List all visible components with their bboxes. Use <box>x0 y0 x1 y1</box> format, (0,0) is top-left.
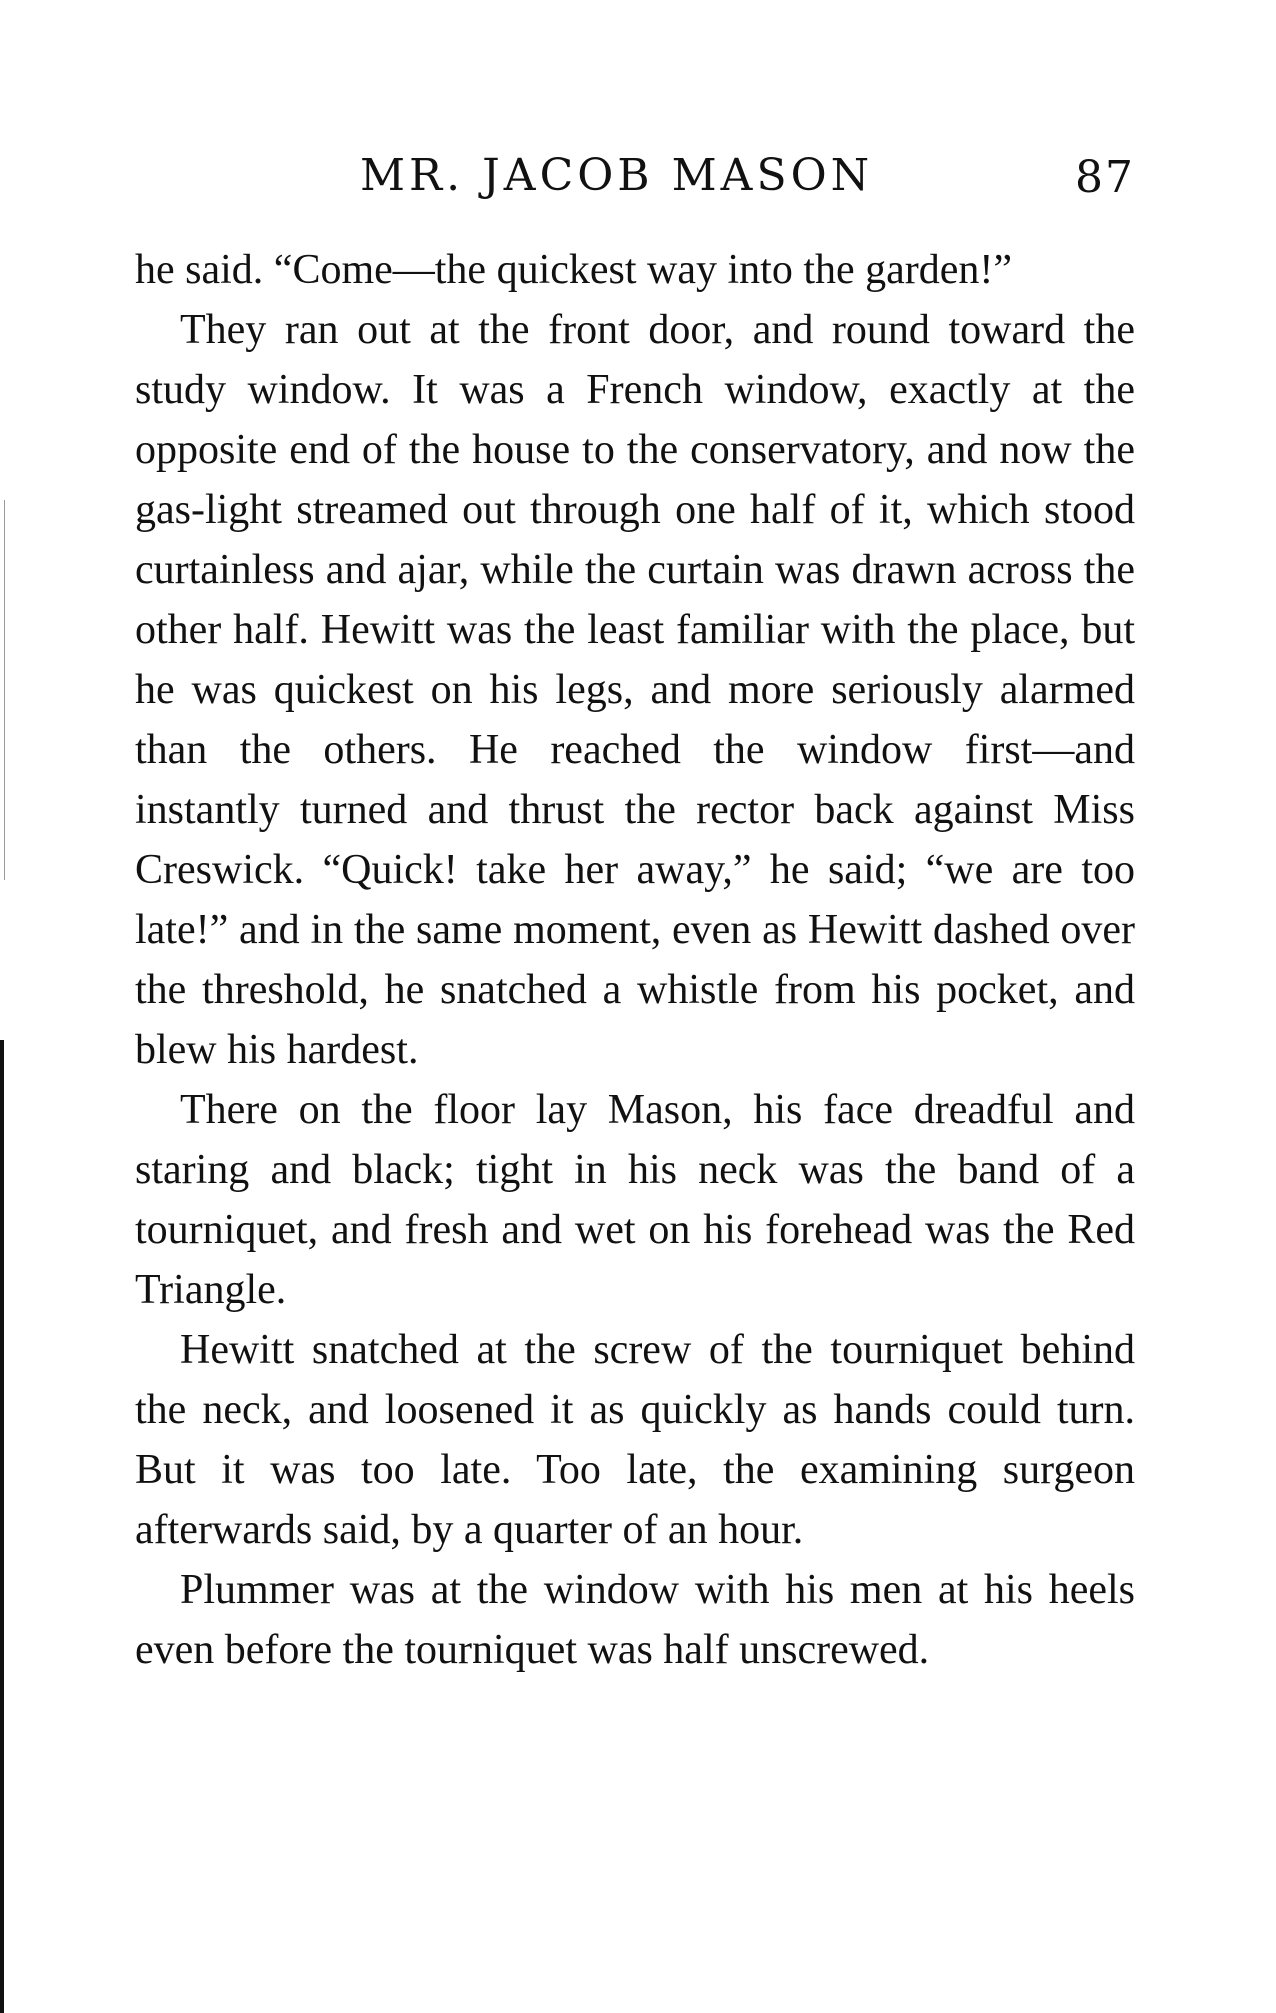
paragraph-study-window: They ran out at the front door, and round toward the study window. It was a French window, exactly at the opposite end of the house to the conservatory, and now the gas-light streamed out through one half of it, which stood curtainless and ajar, while the curtain was drawn across the other half. Hewitt was the least familiar with the place, but he was quickest on his legs, and more seriously alarmed than the others. He reached the window first—and instantly turned and thrust the rector back against Miss Creswick. “Quick! take her away,” he said; “we are too late!” and in the same moment, even as Hewitt dashed over the threshold, he snatched a whistle from his pocket, and blew his hardest. <box>135 307 1135 1073</box>
page-edge-line <box>4 500 5 880</box>
running-title: MR. JACOB MASON <box>360 150 874 201</box>
paragraph-continued: he said. “Come—the quickest way into the garden!” <box>135 247 1013 293</box>
page-edge-shadow <box>0 1040 4 2013</box>
page-number: 87 <box>1075 152 1135 203</box>
paragraph-mason-floor: There on the floor lay Mason, his face dreadful and staring and black; tight in his neck was the band of a tourniquet, and fresh and wet on his forehead was the Red Triangle. <box>135 1087 1135 1313</box>
running-head <box>135 150 1135 210</box>
body-text <box>135 240 1135 1680</box>
paragraph-tourniquet: Hewitt snatched at the screw of the tourniquet behind the neck, and loosened it as quickly as hands could turn. But it was too late. Too late, the examining surgeon afterwards said, by a quarter of an hour. <box>135 1327 1135 1553</box>
paragraph-plummer: Plummer was at the window with his men at his heels even before the tourniquet was half unscrewed. <box>135 1567 1135 1673</box>
